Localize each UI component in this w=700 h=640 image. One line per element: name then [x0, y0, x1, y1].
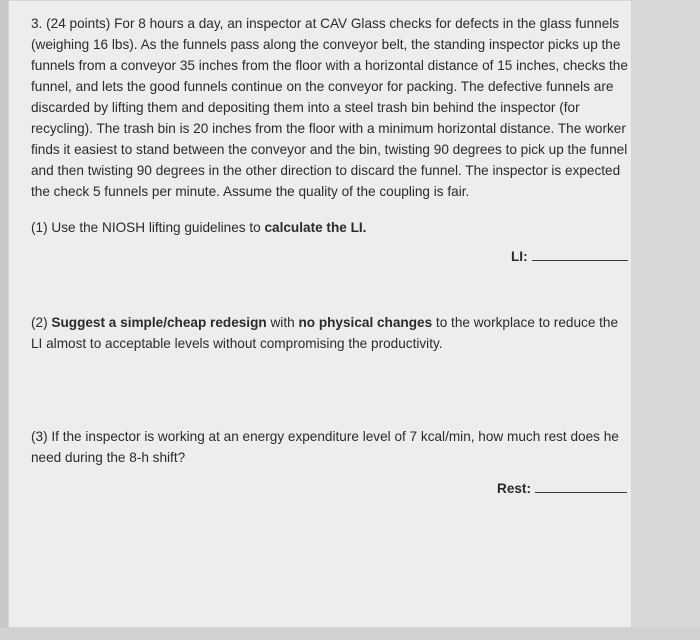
rest-answer-field[interactable] — [497, 479, 627, 499]
question-2 — [31, 312, 621, 354]
question-2-emphasis-2: no physical changes — [298, 315, 433, 330]
background-bottom — [0, 628, 700, 640]
question-3: (3) If the inspector is working at an energy expenditure level of 7 kcal/min, how much rest does he need during the 8-h shift? — [31, 429, 619, 465]
question-2-prefix: (2) — [31, 315, 52, 330]
problem-statement: 3. (24 points) For 8 hours a day, an inspector at CAV Glass checks for defects in the glass funnels (weighing 16 lbs). As the funnels pass along the conveyor belt, the standing inspector picks up the funnels from a conveyor 35 inches from the floor with a horizontal distance of 15 inches, checks the funnel, and lets the good funnels continue on the conveyor for packing. The defective funnels are discarded by lifting them and depositing them into a steel trash bin behind the inspector (for recycling). The trash bin is 20 inches from the floor with a minimum horizontal distance. The worker finds it easiest to stand between the conveyor and the bin, twisting 90 degrees to pick up the funnel and then twisting 90 degrees in the other direction to discard the funnel. The inspector is expected the check 5 funnels per minute. Assume the quality of the coupling is fair. — [31, 16, 628, 199]
li-blank-line[interactable] — [532, 248, 628, 261]
worksheet-page — [8, 0, 632, 628]
question-2-emphasis-1: Suggest a simple/cheap redesign — [51, 315, 267, 330]
background-right — [632, 0, 700, 640]
rest-label: Rest: — [497, 481, 531, 496]
question-1 — [31, 217, 631, 238]
li-answer-field[interactable] — [511, 247, 628, 267]
li-label: LI: — [511, 249, 528, 264]
question-2-mid: with — [266, 315, 299, 330]
rest-blank-line[interactable] — [535, 480, 627, 493]
question-1-text: (1) Use the NIOSH lifting guidelines to — [31, 220, 265, 235]
question-1-emphasis: calculate the LI. — [264, 220, 367, 235]
question-2-suffix: to the workplace to reduce the LI almost to acceptable levels without compromising the productivity. — [31, 315, 619, 351]
